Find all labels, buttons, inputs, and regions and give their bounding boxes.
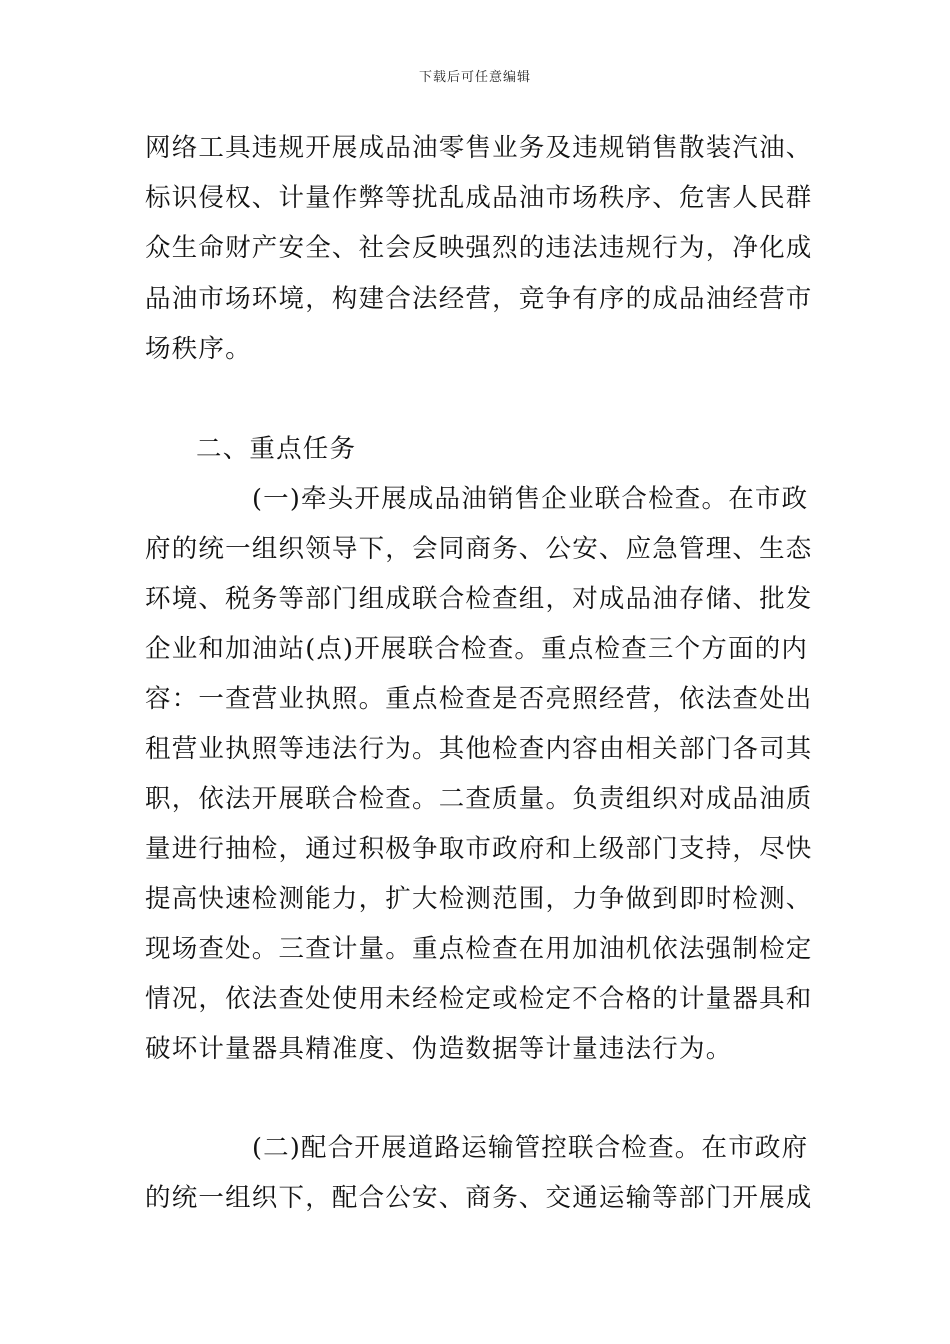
body-line: 容：一查营业执照。重点检查是否亮照经营，依法查处出 [145, 684, 813, 714]
body-line: 府的统一组织领导下，会同商务、公安、应急管理、生态 [145, 534, 813, 564]
body-line: 的统一组织下，配合公安、商务、交通运输等部门开展成 [145, 1183, 813, 1213]
body-line: 标识侵权、计量作弊等扰乱成品油市场秩序、危害人民群 [145, 183, 813, 213]
body-line: 破坏计量器具精准度、伪造数据等计量违法行为。 [145, 1034, 733, 1064]
body-line: 环境、税务等部门组成联合检查组，对成品油存储、批发 [145, 584, 813, 614]
body-line: 企业和加油站(点)开展联合检查。重点检查三个方面的内 [145, 634, 809, 664]
body-line: 提高快速检测能力，扩大检测范围，力争做到即时检测、 [145, 884, 813, 914]
body-line: (二)配合开展道路运输管控联合检查。在市政府 [252, 1133, 809, 1163]
header-note: 下载后可任意编辑 [418, 70, 531, 85]
body-line: 情况，依法查处使用未经检定或检定不合格的计量器具和 [145, 984, 813, 1014]
body-line: (一)牵头开展成品油销售企业联合检查。在市政 [252, 484, 809, 514]
section-heading: 二、重点任务 [196, 434, 357, 464]
body-line: 众生命财产安全、社会反映强烈的违法违规行为，净化成 [145, 233, 813, 263]
body-line: 品油市场环境，构建合法经营，竞争有序的成品油经营市 [145, 284, 813, 314]
body-line: 网络工具违规开展成品油零售业务及违规销售散装汽油、 [145, 133, 813, 163]
body-line: 量进行抽检，通过积极争取市政府和上级部门支持，尽快 [145, 834, 813, 864]
body-line: 现场查处。三查计量。重点检查在用加油机依法强制检定 [145, 934, 813, 964]
body-line: 场秩序。 [145, 334, 252, 364]
body-line: 租营业执照等违法行为。其他检查内容由相关部门各司其 [145, 734, 813, 764]
body-line: 职，依法开展联合检查。二查质量。负责组织对成品油质 [145, 784, 813, 814]
